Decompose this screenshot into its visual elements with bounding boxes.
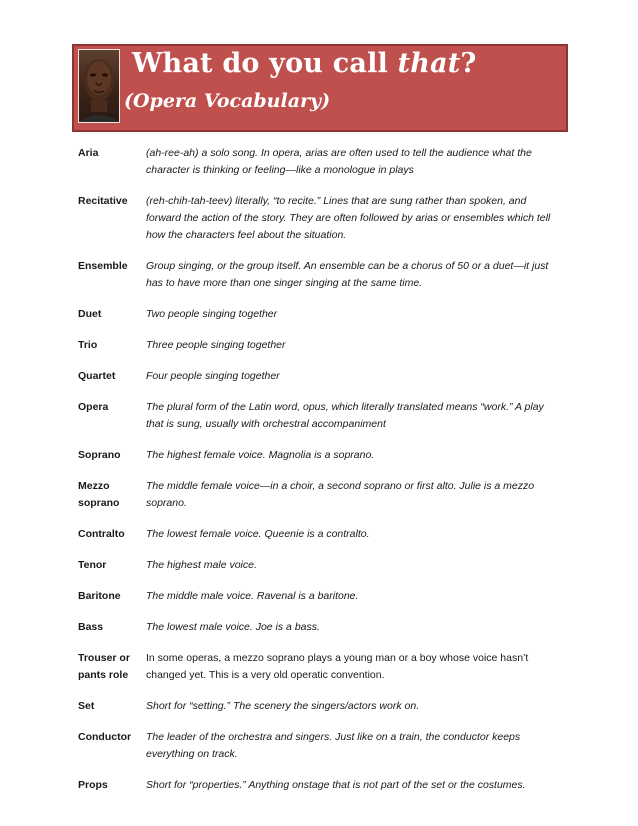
vocabulary-entry [78,650,558,684]
vocabulary-term: Opera [78,401,109,413]
vocabulary-term: Quartet [78,370,116,382]
vocabulary-entry [78,447,558,464]
vocabulary-term: Aria [78,147,99,159]
vocabulary-definition: Three people singing together [146,339,286,351]
page-subtitle: (Opera Vocabulary) [124,90,331,112]
vocabulary-term: Soprano [78,449,121,461]
vocabulary-definition: Two people singing together [146,308,278,320]
vocabulary-definition: Group singing, or the group itself. An ensemble can be a chorus of 50 or a duet—it just has to have more than one singer singing at the same time. [146,260,549,289]
vocabulary-entry [78,557,558,574]
vocabulary-term: Contralto [78,528,125,540]
vocabulary-term: Props [78,779,108,791]
vocabulary-term: Trouser or pants role [78,652,130,681]
vocabulary-definition: The middle male voice. Ravenal is a baritone. [146,590,359,602]
vocabulary-definition: The lowest male voice. Joe is a bass. [146,621,320,633]
vocabulary-term: Trio [78,339,98,351]
vocabulary-entry [78,337,558,354]
vocabulary-term: Mezzo soprano [78,480,120,509]
vocabulary-definition: Four people singing together [146,370,280,382]
vocabulary-entry [78,368,558,385]
vocabulary-term: Recitative [78,195,128,207]
vocabulary-entry [78,193,558,244]
vocabulary-term: Baritone [78,590,121,602]
vocabulary-entry [78,399,558,433]
vocabulary-term: Ensemble [78,260,128,272]
vocabulary-definition: The lowest female voice. Queenie is a contralto. [146,528,370,540]
vocabulary-term: Set [78,700,95,712]
vocabulary-term: Duet [78,308,102,320]
vocabulary-entry [78,258,558,292]
vocabulary-entry [78,526,558,543]
vocabulary-entry [78,306,558,323]
vocabulary-term: Conductor [78,731,132,743]
vocabulary-term: Tenor [78,559,107,571]
vocabulary-definition: Short for “setting.” The scenery the singers/actors work on. [146,700,420,712]
vocabulary-entry [78,588,558,605]
vocabulary-definition: The plural form of the Latin word, opus, which literally translated means “work.” A play that is sung, usually with orchestral accompaniment [146,401,544,430]
vocabulary-entry [78,777,558,794]
vocabulary-definition: (reh-chih-tah-teev) literally, “to recite.” Lines that are sung rather than spoken, and forward the action of the story. They are often followed by arias or ensembles which tell how the characters feel about the situation. [146,195,551,241]
vocabulary-definition: The highest female voice. Magnolia is a soprano. [146,449,375,461]
vocabulary-definition: The middle female voice—in a choir, a second soprano or first alto. Julie is a mezzo soprano. [146,480,535,509]
vocabulary-term: Bass [78,621,104,633]
vocabulary-entry [78,619,558,636]
vocabulary-definition: Short for “properties.” Anything onstage that is not part of the set or the costumes. [146,779,526,791]
vocabulary-definition: The leader of the orchestra and singers. Just like on a train, the conductor keeps everything on track. [146,731,521,760]
vocabulary-definition: (ah-ree-ah) a solo song. In opera, arias are often used to tell the audience what the character is thinking or feeling—like a monologue in plays [146,147,532,176]
vocabulary-entry [78,478,558,512]
vocabulary-entry [78,729,558,763]
person-portrait-icon [78,49,120,123]
vocabulary-definition: The highest male voice. [146,559,257,571]
vocabulary-entry [78,698,558,715]
vocabulary-entry [78,145,558,179]
page-title: What do you call that? [132,48,477,79]
vocabulary-list [78,145,558,808]
vocabulary-definition: In some operas, a mezzo soprano plays a young man or a boy whose voice hasn’t changed yet. This is a very old operatic convention. [146,652,529,681]
